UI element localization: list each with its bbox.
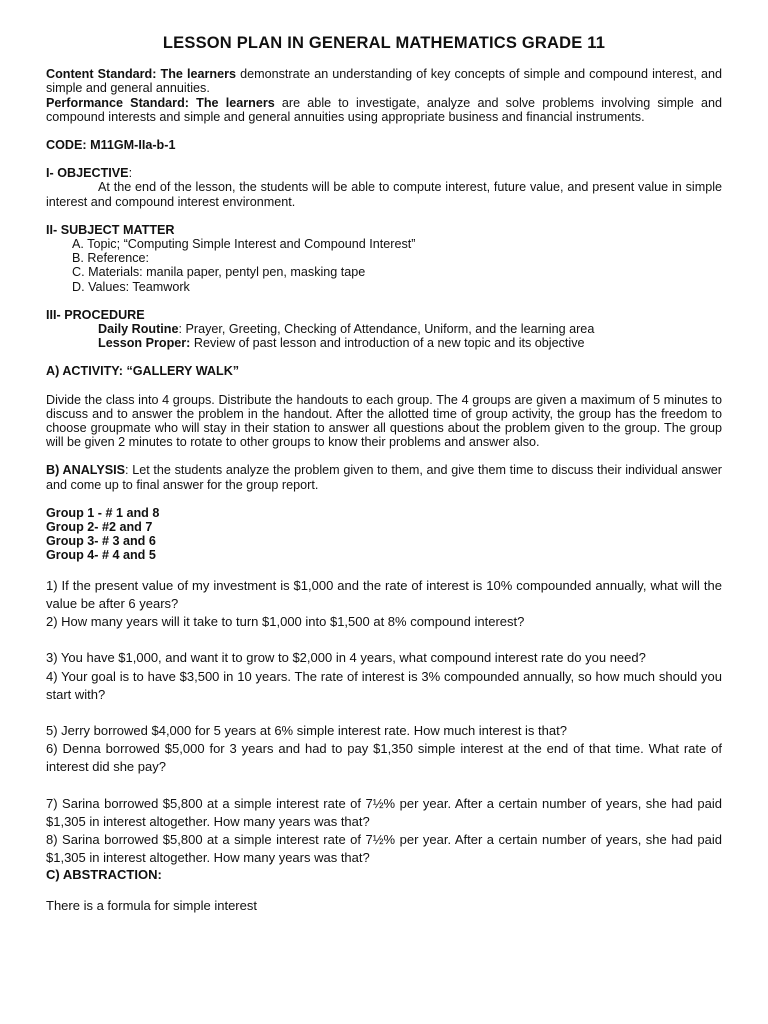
performance-standard [46, 96, 722, 124]
abstraction-heading: C) ABSTRACTION: [46, 867, 162, 883]
analysis-label: B) ANALYSIS [46, 463, 126, 478]
subject-matter-item: B. Reference: [72, 251, 150, 266]
content-standard [46, 67, 722, 95]
activity-heading: A) ACTIVITY: “GALLERY WALK” [46, 364, 240, 379]
group-item: Group 1 - # 1 and 8 [46, 505, 160, 520]
question-item: 3) You have $1,000, and want it to grow to $2,000 in 4 years, what compound interest rate do you need? [46, 650, 646, 666]
content-standard-label: Content Standard: The learners [46, 67, 237, 82]
analysis-text: : Let the students analyze the problem given to them, and give them time to discuss their individual answer and come up to final answer for the group report. [46, 463, 722, 492]
subject-matter-item: D. Values: Teamwork [72, 279, 190, 294]
daily-routine: Daily Routine: Prayer, Greeting, Checking of Attendance, Uniform, and the learning area [98, 322, 595, 337]
subject-matter-heading: II- SUBJECT MATTER [46, 222, 175, 237]
document-title: LESSON PLAN IN GENERAL MATHEMATICS GRADE 11 [162, 34, 606, 52]
group-item: Group 3- # 3 and 6 [46, 534, 156, 549]
lesson-code: CODE: M11GM-IIa-b-1 [46, 138, 176, 153]
question-item: 8) Sarina borrowed $5,800 at a simple interest rate of 7½% per year. After a certain number of years, she had paid $1,305 in interest altogether. How many years was that? [46, 831, 722, 866]
performance-standard-label: Performance Standard: The learners [46, 95, 275, 110]
subject-matter-list [46, 237, 722, 294]
group-item: Group 2- #2 and 7 [46, 520, 153, 535]
question-item: 1) If the present value of my investment is $1,000 and the rate of interest is 10% compounded annually, what will the value be after 6 years? [46, 577, 722, 611]
subject-matter-item: A. Topic; “Computing Simple Interest and Compound Interest” [72, 237, 416, 252]
performance-standard-text: are able to investigate, analyze and solve problems involving simple and compound interests and simple and general annuities using appropriate business and financial instruments. [46, 95, 723, 124]
subject-matter-item: C. Materials: manila paper, pentyl pen, masking tape [72, 265, 366, 280]
question-item: 2) How many years will it take to turn $1,000 into $1,500 at 8% compound interest? [46, 614, 525, 630]
question-item: 4) Your goal is to have $3,500 in 10 years. The rate of interest is 3% compounded annually, so how much should you start with? [46, 668, 722, 702]
analysis-paragraph [46, 463, 722, 491]
group-item: Group 4- # 4 and 5 [46, 548, 156, 563]
content-standard-text: demonstrate an understanding of key concepts of simple and compound interest, and simple and general annuities. [46, 67, 722, 96]
question-item: 5) Jerry borrowed $4,000 for 5 years at 6% simple interest rate. How much interest is that? [46, 722, 567, 738]
lesson-proper: Lesson Proper: Review of past lesson and introduction of a new topic and its objective [98, 336, 585, 351]
activity-text: Divide the class into 4 groups. Distribute the handouts to each group. The 4 groups are given a maximum of 5 minutes to discuss and to answer the problem in the handout. After the allotted time of group activity, the group has the freedom to choose groupmate who will stay in their station to answer all questions about the problem given to the group. The group will be given 2 minutes to rotate to other groups to know their problems and answer also. [46, 392, 722, 450]
question-item: 6) Denna borrowed $5,000 for 3 years and had to pay $1,350 simple interest at the end of that time. What rate of interest did she pay? [46, 741, 722, 775]
question-item: 7) Sarina borrowed $5,800 at a simple interest rate of 7½% per year. After a certain number of years, she had paid $1,305 in interest altogether. How many years was that? [46, 795, 722, 829]
objective-heading: I- OBJECTIVE: [46, 166, 133, 181]
group-list [46, 506, 722, 563]
objective-text: At the end of the lesson, the students will be able to compute interest, future value, and present value in simple interest and compound interest environment. [46, 180, 722, 209]
procedure-heading: III- PROCEDURE [46, 307, 145, 322]
abstraction-text: There is a formula for simple interest [46, 898, 257, 914]
